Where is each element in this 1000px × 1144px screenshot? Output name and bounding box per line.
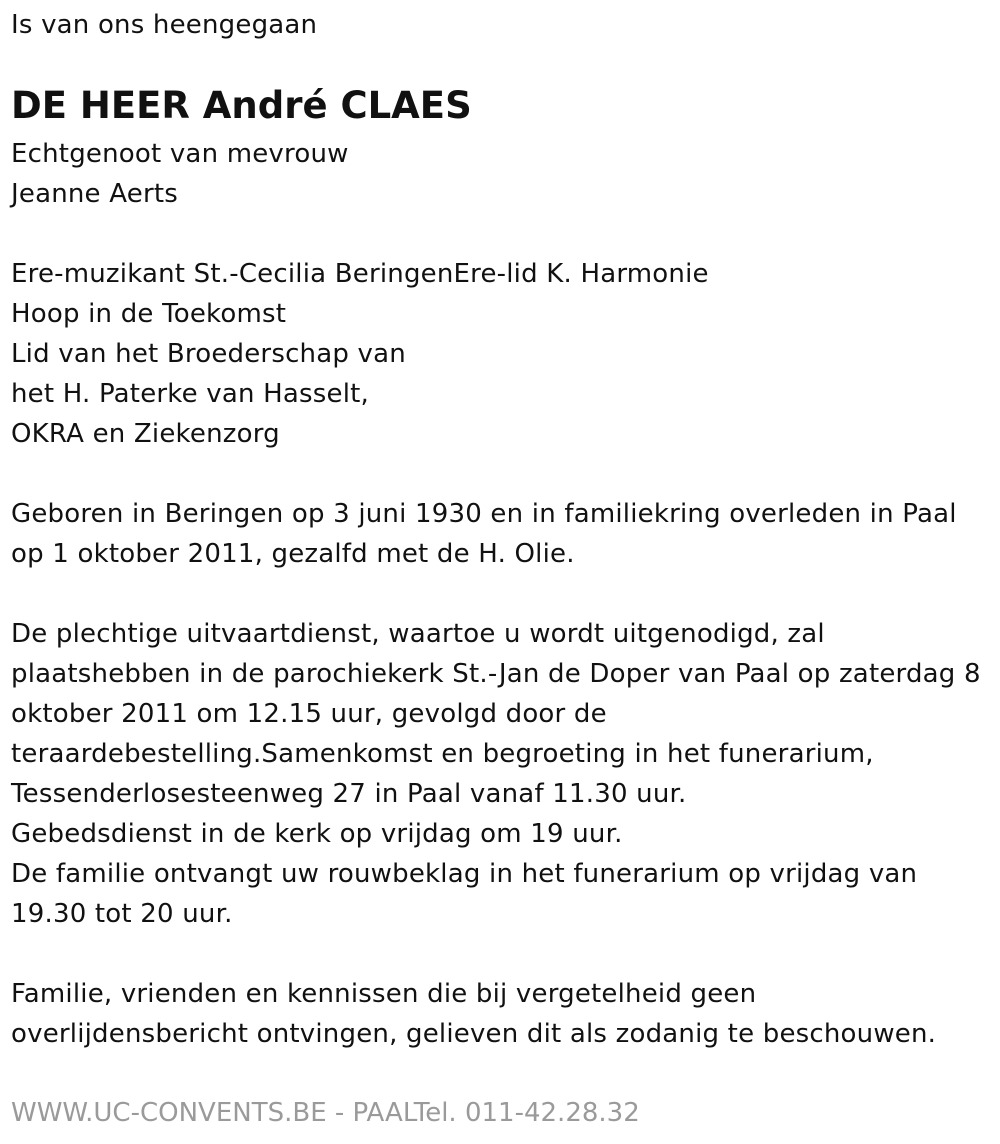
service-line: De plechtige uitvaartdienst, waartoe u wordt uitgenodigd, zal: [11, 619, 825, 649]
service-line: Gebedsdienst in de kerk op vrijdag om 19 uur.: [11, 819, 623, 849]
membership-line: Lid van het Broederschap van: [11, 339, 406, 369]
funeral-home-footer: WWW.UC-CONVENTS.BE - PAALTel. 011-42.28.32: [11, 1098, 640, 1128]
closing-block: [11, 974, 936, 1054]
membership-line: OKRA en Ziekenzorg: [11, 419, 280, 449]
spouse-line: Jeanne Aerts: [11, 179, 178, 209]
intro-text: Is van ons heengegaan: [11, 10, 318, 40]
spouse-block: [11, 134, 349, 214]
deceased-name: DE HEER André CLAES: [11, 84, 472, 127]
birth-death-line: Geboren in Beringen op 3 juni 1930 en in familiekring overleden in Paal: [11, 499, 957, 529]
birth-death-block: [11, 494, 957, 574]
spouse-line: Echtgenoot van mevrouw: [11, 139, 349, 169]
service-line: Tessenderlosesteenweg 27 in Paal vanaf 11.30 uur.: [11, 779, 687, 809]
service-line: 19.30 tot 20 uur.: [11, 899, 233, 929]
closing-line: overlijdensbericht ontvingen, gelieven dit als zodanig te beschouwen.: [11, 1019, 937, 1049]
membership-line: Ere-muzikant St.-Cecilia BeringenEre-lid K. Harmonie: [11, 259, 709, 289]
service-line: De familie ontvangt uw rouwbeklag in het funerarium op vrijdag van: [11, 859, 918, 889]
birth-death-line: op 1 oktober 2011, gezalfd met de H. Olie.: [11, 539, 575, 569]
memberships-block: [11, 254, 709, 454]
funeral-service-block: [11, 614, 981, 934]
membership-line: het H. Paterke van Hasselt,: [11, 379, 369, 409]
service-line: plaatshebben in de parochiekerk St.-Jan de Doper van Paal op zaterdag 8: [11, 659, 981, 689]
service-line: teraardebestelling.Samenkomst en begroeting in het funerarium,: [11, 739, 874, 769]
service-line: oktober 2011 om 12.15 uur, gevolgd door de: [11, 699, 607, 729]
closing-line: Familie, vrienden en kennissen die bij vergetelheid geen: [11, 979, 757, 1009]
membership-line: Hoop in de Toekomst: [11, 299, 287, 329]
